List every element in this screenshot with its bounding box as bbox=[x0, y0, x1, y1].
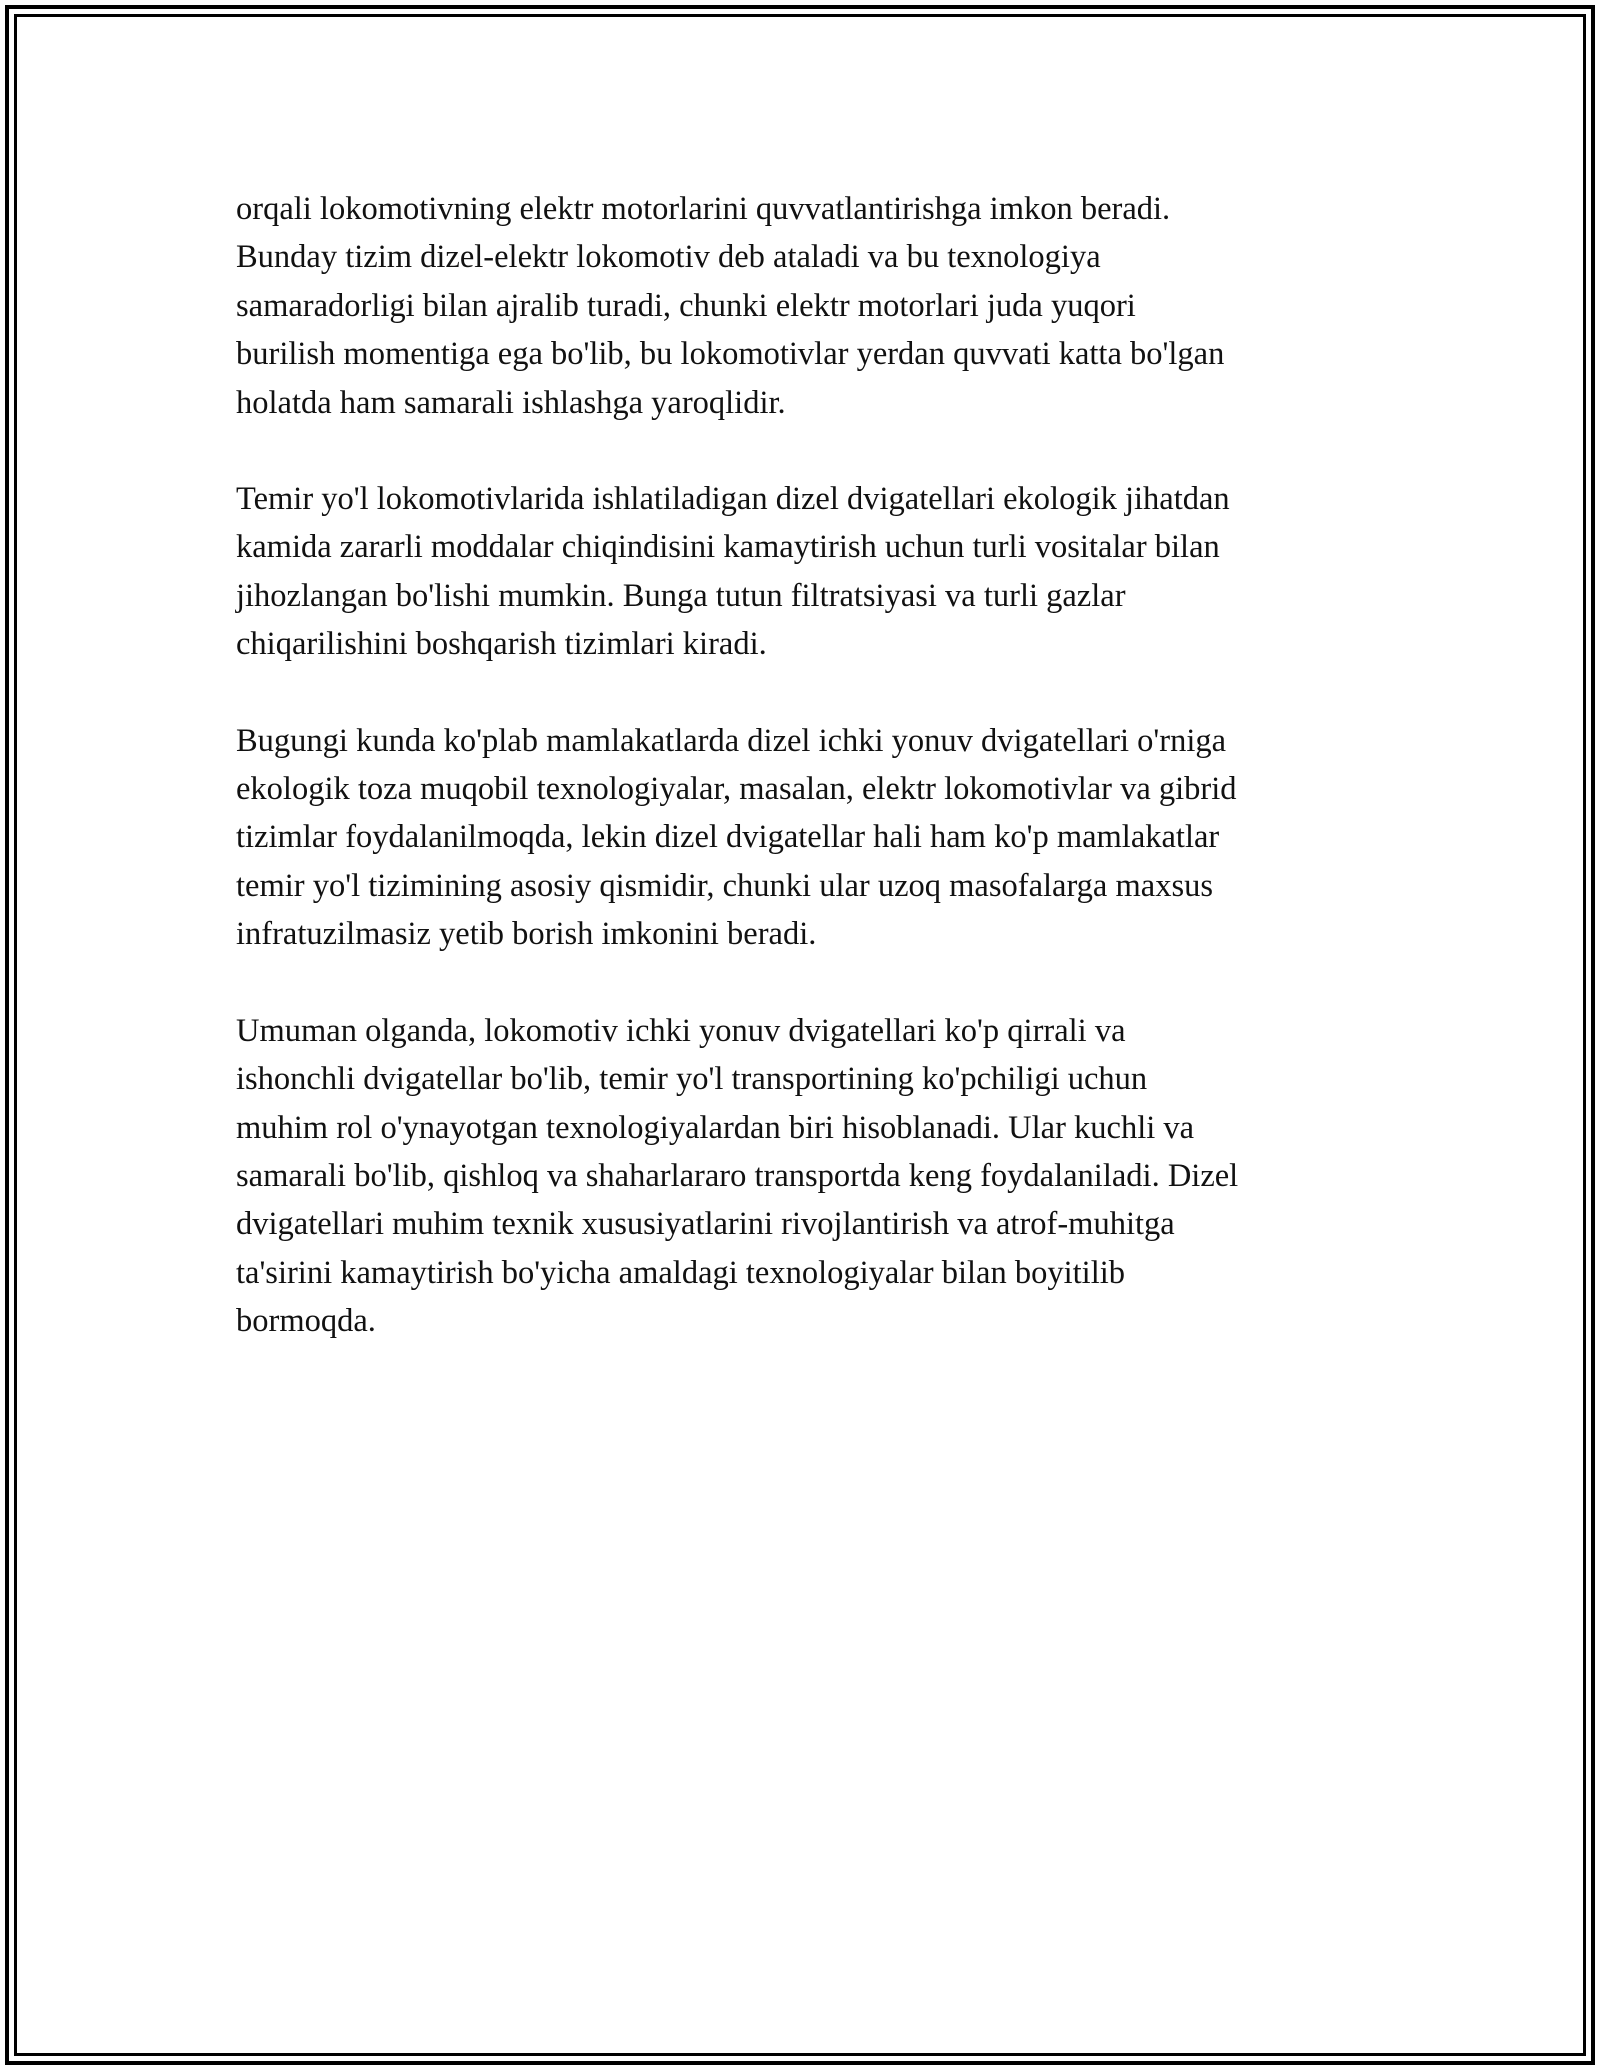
text-line: orqali lokomotivning elektr motorlarini quvvatlantirishga imkon beradi. bbox=[236, 191, 1171, 227]
text-line: chiqarilishini boshqarish tizimlari kiradi. bbox=[236, 626, 767, 663]
document-body bbox=[236, 185, 1376, 1394]
paragraph-2 bbox=[236, 475, 1376, 669]
text-line: Bugungi kunda ko'plab mamlakatlarda dizel ichki yonuv dvigatellari o'rniga bbox=[236, 722, 1227, 759]
paragraph-3 bbox=[236, 717, 1376, 959]
text-line: Bunday tizim dizel-elektr lokomotiv deb ataladi va bu texnologiya bbox=[236, 239, 1101, 276]
text-line: tizimlar foydalanilmoqda, lekin dizel dvigatellar hali ham ko'p mamlakatlar bbox=[236, 819, 1220, 856]
text-line: Temir yo'l lokomotivlarida ishlatiladigan dizel dvigatellari ekologik jihatdan bbox=[236, 481, 1230, 518]
paragraph-4 bbox=[236, 1007, 1376, 1346]
text-line: infratuzilmasiz yetib borish imkonini beradi. bbox=[236, 916, 817, 953]
text-line: jihozlangan bo'lishi mumkin. Bunga tutun filtratsiyasi va turli gazlar bbox=[236, 577, 1126, 614]
text-line: Umuman olganda, lokomotiv ichki yonuv dvigatellari ko'p qirrali va bbox=[236, 1012, 1126, 1049]
text-line: temir yo'l tizimining asosiy qismidir, chunki ular uzoq masofalarga maxsus bbox=[236, 867, 1213, 904]
text-line: ekologik toza muqobil texnologiyalar, masalan, elektr lokomotivlar va gibrid bbox=[236, 771, 1237, 808]
text-line: holatda ham samarali ishlashga yaroqlidir. bbox=[236, 384, 786, 421]
text-line: kamida zararli moddalar chiqindisini kamaytirish uchun turli vositalar bilan bbox=[236, 529, 1220, 566]
text-line: bormoqda. bbox=[236, 1303, 376, 1340]
text-line: muhim rol o'ynayotgan texnologiyalardan biri hisoblanadi. Ular kuchli va bbox=[236, 1109, 1195, 1146]
text-line: dvigatellari muhim texnik xususiyatlarini rivojlantirish va atrof-muhitga bbox=[236, 1206, 1175, 1243]
text-line: burilish momentiga ega bo'lib, bu lokomotivlar yerdan quvvati katta bo'lgan bbox=[236, 336, 1225, 373]
text-line: ishonchli dvigatellar bo'lib, temir yo'l transportining ko'pchiligi uchun bbox=[236, 1061, 1148, 1098]
text-line: samaradorligi bilan ajralib turadi, chunki elektr motorlari juda yuqori bbox=[236, 287, 1136, 324]
text-line: samarali bo'lib, qishloq va shaharlararo transportda keng foydalaniladi. Dizel bbox=[236, 1157, 1239, 1194]
paragraph-1 bbox=[236, 185, 1376, 427]
text-line: ta'sirini kamaytirish bo'yicha amaldagi texnologiyalar bilan boyitilib bbox=[236, 1254, 1126, 1291]
